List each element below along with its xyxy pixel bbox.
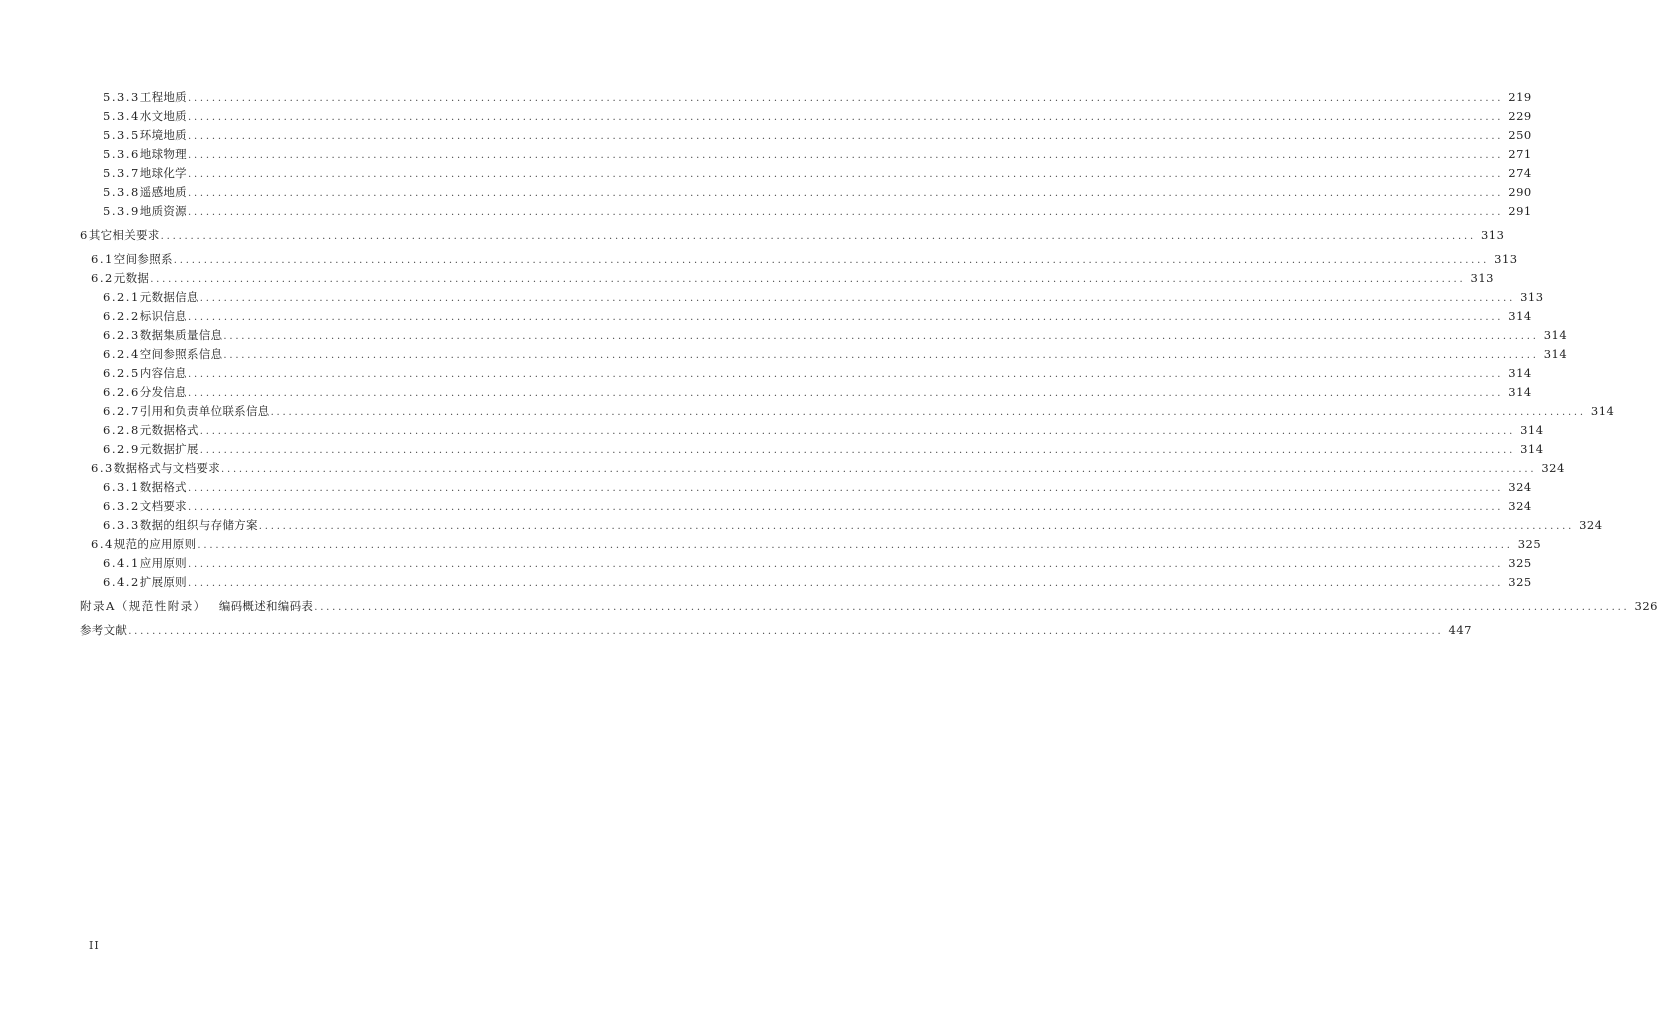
toc-entry-number: 6.4 xyxy=(91,537,114,551)
toc-entry-number: 6.2.9 xyxy=(103,442,140,456)
toc-entry-page: 314 xyxy=(1543,328,1568,342)
dot-leader: ............................................................................................................................................................................................................................ xyxy=(128,626,1444,637)
toc-entry-page: 325 xyxy=(1508,556,1532,570)
toc-entry-page: 324 xyxy=(1508,480,1532,494)
toc-entry-page: 447 xyxy=(1448,623,1472,637)
toc-entry-number: 5.3.5 xyxy=(103,128,140,142)
toc-entry-number: 6.2.2 xyxy=(103,309,140,323)
toc-entry-page: 324 xyxy=(1579,518,1603,532)
toc-entry xyxy=(103,573,1532,591)
toc-entry-page: 291 xyxy=(1508,204,1532,218)
toc-entry-title: 内容信息 xyxy=(139,366,187,380)
dot-leader: ............................................................................................................................................................................................................................ xyxy=(187,93,1504,104)
toc-entry-title: 规范的应用原则 xyxy=(113,537,197,551)
dot-leader: ............................................................................................................................................................................................................................ xyxy=(187,131,1504,142)
toc-entry-number: 6.3.1 xyxy=(103,480,140,494)
dot-leader: ............................................................................................................................................................................................................................ xyxy=(187,388,1504,399)
toc-entry-title: 数据集质量信息 xyxy=(139,328,223,342)
toc-entry xyxy=(103,345,1568,363)
dot-leader: ............................................................................................................................................................................................................................ xyxy=(187,112,1504,123)
dot-leader: ............................................................................................................................................................................................................................ xyxy=(199,445,1516,456)
toc-entry-title: 空间参照系 xyxy=(113,252,173,266)
dot-leader: ............................................................................................................................................................................................................................ xyxy=(173,255,1490,266)
toc-entry-title: 标识信息 xyxy=(139,309,187,323)
dot-leader: ............................................................................................................................................................................................................................ xyxy=(258,521,1575,532)
toc-entry-page: 271 xyxy=(1508,147,1532,161)
toc-entry-page: 324 xyxy=(1508,499,1532,513)
dot-leader: ............................................................................................................................................................................................................................ xyxy=(223,350,1539,361)
dot-leader: ............................................................................................................................................................................................................................ xyxy=(187,559,1504,570)
toc-entry xyxy=(103,516,1603,534)
dot-leader: ............................................................................................................................................................................................................................ xyxy=(199,426,1516,437)
toc-entry-number: 6.2.6 xyxy=(103,385,140,399)
toc-entry-number: 5.3.6 xyxy=(103,147,140,161)
toc-entry-number: 6.2.7 xyxy=(103,404,140,418)
toc-entry-number: 5.3.8 xyxy=(103,185,140,199)
toc-entry xyxy=(103,202,1532,220)
dot-leader: ............................................................................................................................................................................................................................ xyxy=(197,540,1513,551)
toc-entry xyxy=(103,183,1532,201)
toc-entry-page: 219 xyxy=(1508,90,1532,104)
toc-entry-page: 314 xyxy=(1508,309,1532,323)
toc-entry-title: 元数据扩展 xyxy=(139,442,199,456)
dot-leader: ............................................................................................................................................................................................................................ xyxy=(187,502,1504,513)
toc-entry-title: 地质资源 xyxy=(139,204,187,218)
toc-entry-title: 应用原则 xyxy=(139,556,187,570)
toc-entry-number: 6.2.4 xyxy=(103,347,140,361)
toc-entry-page: 313 xyxy=(1470,271,1494,285)
toc-entry-page: 250 xyxy=(1508,128,1532,142)
toc-entry xyxy=(80,621,1472,639)
toc-entry-title: 地球物理 xyxy=(139,147,187,161)
dot-leader: ............................................................................................................................................................................................................................ xyxy=(187,483,1504,494)
toc-entry-title: 分发信息 xyxy=(139,385,187,399)
toc-entry-number: 5.3.7 xyxy=(103,166,140,180)
dot-leader: ............................................................................................................................................................................................................................ xyxy=(187,150,1504,161)
toc-entry xyxy=(91,535,1542,553)
toc-entry-title: 参考文献 xyxy=(80,623,128,637)
toc-entry-number: 6.2.8 xyxy=(103,423,140,437)
toc-entry-title: 水文地质 xyxy=(139,109,187,123)
toc-entry-number: 6.3.3 xyxy=(103,518,140,532)
toc-entry xyxy=(103,554,1532,572)
toc-entry xyxy=(103,307,1532,325)
toc-entry-page: 274 xyxy=(1508,166,1532,180)
toc-entry xyxy=(80,226,1505,244)
toc-entry xyxy=(103,383,1532,401)
toc-entry xyxy=(103,164,1532,182)
toc-entry xyxy=(91,269,1494,287)
toc-entry-number: 6.4.1 xyxy=(103,556,140,570)
dot-leader: ............................................................................................................................................................................................................................ xyxy=(270,407,1586,418)
toc-entry-title: 扩展原则 xyxy=(139,575,187,589)
toc-entry-page: 314 xyxy=(1543,347,1568,361)
toc-entry-number: 6.3.2 xyxy=(103,499,140,513)
toc-entry xyxy=(91,250,1518,268)
toc-entry-title: 地球化学 xyxy=(139,166,187,180)
toc-entry xyxy=(103,440,1544,458)
toc-entry-title: 元数据 xyxy=(113,271,150,285)
toc-entry xyxy=(103,326,1568,344)
page-number: II xyxy=(89,939,100,952)
toc-entry-title: 编码概述和编码表 xyxy=(218,599,314,613)
toc-entry-number: 5.3.9 xyxy=(103,204,140,218)
toc-entry-number: 5.3.4 xyxy=(103,109,140,123)
toc-entry-page: 313 xyxy=(1520,290,1544,304)
toc-entry-page: 324 xyxy=(1541,461,1565,475)
toc-entry-title: 元数据格式 xyxy=(139,423,199,437)
toc-entry-page: 314 xyxy=(1508,366,1532,380)
dot-leader: ............................................................................................................................................................................................................................ xyxy=(187,169,1504,180)
toc-entry-page: 314 xyxy=(1520,423,1544,437)
toc-entry-page: 326 xyxy=(1634,599,1658,613)
toc-entry-page: 229 xyxy=(1508,109,1532,123)
toc-entry-title: 数据的组织与存储方案 xyxy=(139,518,258,532)
toc-entry xyxy=(103,402,1615,420)
toc-entry xyxy=(103,497,1532,515)
toc-entry xyxy=(103,107,1532,125)
toc-entry xyxy=(91,459,1565,477)
toc-entry xyxy=(103,126,1532,144)
toc-entry-title: 引用和负责单位联系信息 xyxy=(139,404,270,418)
toc-entry-page: 314 xyxy=(1508,385,1532,399)
toc-entry xyxy=(103,364,1532,382)
toc-entry-page: 290 xyxy=(1508,185,1532,199)
toc-entry-page: 313 xyxy=(1480,228,1505,242)
toc-entry xyxy=(80,597,1658,615)
toc-entry-title: 文档要求 xyxy=(139,499,187,513)
toc-entry-title: 环境地质 xyxy=(139,128,187,142)
toc-entry xyxy=(103,88,1532,106)
toc-entry-title: 元数据信息 xyxy=(139,290,199,304)
toc-entry-number: 6.2 xyxy=(91,271,114,285)
dot-leader: ............................................................................................................................................................................................................................ xyxy=(221,464,1537,475)
dot-leader: ............................................................................................................................................................................................................................ xyxy=(187,369,1504,380)
toc-entry xyxy=(103,478,1532,496)
toc-entry-page: 314 xyxy=(1520,442,1544,456)
toc-entry-title: 数据格式与文档要求 xyxy=(113,461,220,475)
toc-entry-page: 314 xyxy=(1590,404,1615,418)
dot-leader: ............................................................................................................................................................................................................................ xyxy=(160,231,1476,242)
toc-entry xyxy=(103,421,1544,439)
toc-entry-title: 数据格式 xyxy=(139,480,187,494)
toc-entry-number: 6.2.3 xyxy=(103,328,140,342)
toc-entry-number: 附录A（规范性附录） xyxy=(80,599,207,613)
toc-entry-number: 6.2.1 xyxy=(103,290,140,304)
toc-entry-title: 工程地质 xyxy=(139,90,187,104)
toc-entry xyxy=(103,288,1544,306)
dot-leader: ............................................................................................................................................................................................................................ xyxy=(187,312,1504,323)
toc-entry-title: 空间参照系信息 xyxy=(139,347,223,361)
toc-entry xyxy=(103,145,1532,163)
toc-entry-number: 6.3 xyxy=(91,461,114,475)
toc-entry-number: 5.3.3 xyxy=(103,90,140,104)
toc-entry-number: 6.1 xyxy=(91,252,114,266)
dot-leader: ............................................................................................................................................................................................................................ xyxy=(199,293,1516,304)
toc-entry-page: 325 xyxy=(1508,575,1532,589)
toc-entry-page: 325 xyxy=(1517,537,1542,551)
toc-entry-page: 313 xyxy=(1494,252,1518,266)
dot-leader: ............................................................................................................................................................................................................................ xyxy=(187,188,1504,199)
dot-leader: ............................................................................................................................................................................................................................ xyxy=(187,207,1504,218)
dot-leader: ............................................................................................................................................................................................................................ xyxy=(187,578,1504,589)
toc-entry-title: 其它相关要求 xyxy=(88,228,160,242)
dot-leader: ............................................................................................................................................................................................................................ xyxy=(223,331,1539,342)
toc-entry-number: 6.2.5 xyxy=(103,366,140,380)
dot-leader: ............................................................................................................................................................................................................................ xyxy=(314,602,1630,613)
dot-leader: ............................................................................................................................................................................................................................ xyxy=(150,274,1466,285)
toc-entry-number: 6.4.2 xyxy=(103,575,140,589)
toc-entry-title: 遥感地质 xyxy=(139,185,187,199)
toc-entry-number: 6 xyxy=(80,228,89,242)
